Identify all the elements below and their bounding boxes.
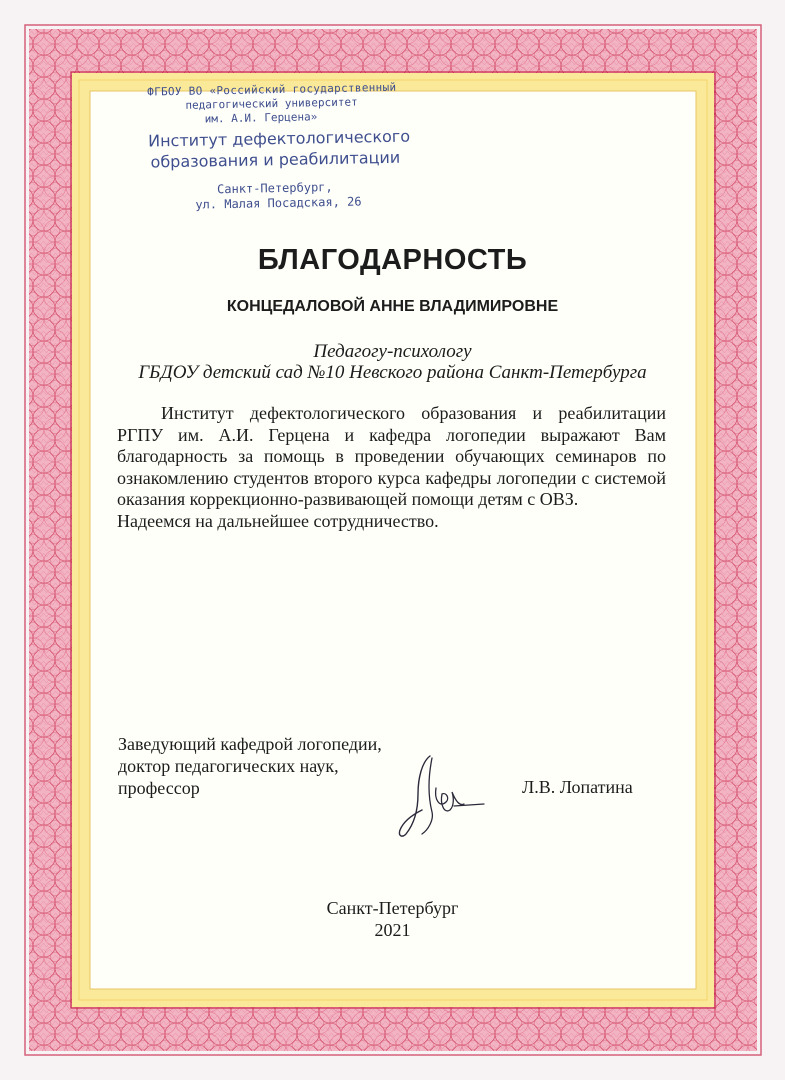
recipient-name: КОНЦЕДАЛОВОЙ АННЕ ВЛАДИМИРОВНЕ	[226, 298, 559, 315]
signatory-line: профессор	[118, 778, 200, 798]
place-and-date	[0, 897, 785, 941]
closing-line: Надеемся на дальнейшее сотрудничество.	[117, 510, 439, 531]
stamp-line: ФГБОУ ВО «Российский государственный	[147, 80, 397, 99]
stamp-line: им. А.И. Герцена»	[204, 110, 318, 126]
footer-year: 2021	[374, 920, 411, 940]
recipient-position	[0, 341, 785, 383]
document-title: БЛАГОДАРНОСТЬ	[257, 244, 528, 276]
position-line: ГБДОУ детский сад №10 Невского района Санкт-Петербурга	[138, 362, 647, 383]
stamp-institute-name: Институт дефектологического	[147, 126, 411, 151]
handwritten-signature	[388, 748, 488, 848]
stamp-address: ул. Малая Посадская, 26	[195, 194, 362, 212]
gratitude-text	[117, 403, 666, 532]
stamp-line: педагогический университет	[185, 95, 358, 112]
position-line: Педагогу-психологу	[313, 341, 472, 362]
signatory-line: доктор педагогических наук,	[118, 756, 339, 776]
stamp-institute-name: образования и реабилитации	[150, 147, 401, 172]
signatory-title	[118, 733, 382, 799]
signatory-line: Заведующий кафедрой логопедии,	[118, 734, 382, 754]
signatory-name: Л.В. Лопатина	[522, 777, 633, 797]
footer-city: Санкт-Петербург	[326, 898, 459, 918]
stamp-address: Санкт-Петербург,	[216, 180, 333, 197]
gratitude-paragraph: Институт дефектологического образования и реабилитации РГПУ им. А.И. Герцена и кафедра логопедии выражают Вам благодарность за помощь в проведении обучающих семинаров по ознакомлению студентов второго курса кафедры логопедии с системой оказания коррекционно-развивающей помощи детям с ОВЗ.	[117, 403, 666, 509]
